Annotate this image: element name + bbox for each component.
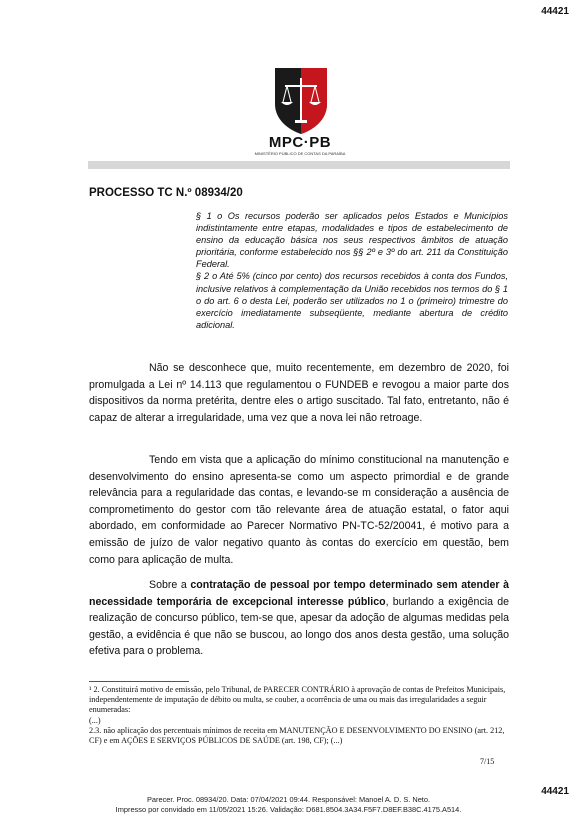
body-paragraph-3-rest: , burlando a exigência de realização de concurso público, tem-se que, apesar da adoção de algumas medidas pela gestão, a evidência é que não se buscou, ao longo dos anos desta gestão, uma solução efetiva para o problema. [89,595,509,658]
legal-quote [196,210,508,331]
footnote-line-2: (...) [89,715,101,725]
body-paragraph-3 [89,577,509,660]
quote-paragraph-1: § 1 o Os recursos poderão ser aplicados pelos Estados e Municípios indistintamente entre etapas, modalidades e tipos de estabelecimento de ensino da educação básica nos seus respectivos âmbitos de atuação prioritária, conforme estabelecido nos §§ 2º e 3º do art. 211 da Constituição Federal. [196,211,508,270]
body-paragraph-1 [89,360,509,426]
body-paragraph-3-intro: Sobre a [149,579,191,591]
quote-paragraph-2: § 2 o Até 5% (cinco por cento) dos recursos recebidos à conta dos Fundos, inclusive relativos à complementação da União recebidos nos termos do § 1 o do art. 6 o desta Lei, poderão ser utilizados no 1 o (primeiro) trimestre do exercício imediatamente subseqüente, mediante abertura de crédito adicional. [196,271,508,330]
header-divider [88,161,510,169]
logo-title: MPC·PB [268,134,332,151]
page-count: 7/15 [480,757,495,766]
footnote-separator [89,681,189,682]
page-number-top: 44421 [541,6,569,17]
body-paragraph-1-text: Não se desconhece que, muito recentemente, em dezembro de 2020, foi promulgada a Lei nº 14.113 que regulamentou o FUNDEB e revogou a maior parte dos dispositivos da norma pretérita, dentre eles o artigo suscitado. Tal fato, entretanto, não é capaz de alterar a irregularidade, uma vez que a nova lei não retroage. [89,362,509,424]
footer-line-2: Impresso por convidado em 11/05/2021 15:26. Validação: D681.8504.3A34.F5F7.D8EF.B38C.4175.A514. [115,804,462,814]
process-title: PROCESSO TC N.º 08934/20 [89,187,243,199]
body-paragraph-2 [89,452,509,568]
body-paragraph-2-text: Tendo em vista que a aplicação do mínimo constitucional na manutenção e desenvolvimento do ensino apresenta-se como um aspecto primordial e de grande relevância para a regularidade das contas, e levando-se m consideração a ausência de comprometimento do gestor com tão relevante área de atuação estatal, o fator aqui abordado, em conformidade ao Parecer Normativo PN-TC-52/20041, é motivo para a emissão de juízo de valor negativo quanto às contas do exercício em questão, bem como para aplicação de multa. [89,454,509,566]
body-paragraph-3-highlight: contratação de pessoal por tempo determinado sem atender à necessidade temporária de excepcional interesse público [89,579,509,608]
page-number-bottom: 44421 [541,786,569,797]
footnote-line-3: 2.3. não aplicação dos percentuais mínimos de receita em MANUTENÇÃO E DESENVOLVIMENTO DO ENSINO (art. 212, CF) e em AÇÕES E SERVIÇOS PÚBLICOS DE SAÚDE (art. 198, CF); (...) [89,725,505,746]
logo-subtitle: MINISTÉRIO PÚBLICO DE CONTAS DA PARAÍBA [254,151,346,156]
footnote-line-1: ¹ 2. Constituirá motivo de emissão, pelo Tribunal, de PARECER CONTRÁRIO à aprovação de contas de Prefeitos Municipais, independentemente de imputação de débito ou multa, se couber, a ocorrência de uma ou mais das irregularidades a seguir enumeradas: [89,685,506,715]
footnote [89,685,509,746]
document-footer [0,795,577,814]
mpc-pb-logo-icon [273,66,329,136]
footer-line-1: Parecer. Proc. 08934/20. Data: 07/04/2021 09:44. Responsável: Manoel A. D. S. Neto. [146,795,431,804]
